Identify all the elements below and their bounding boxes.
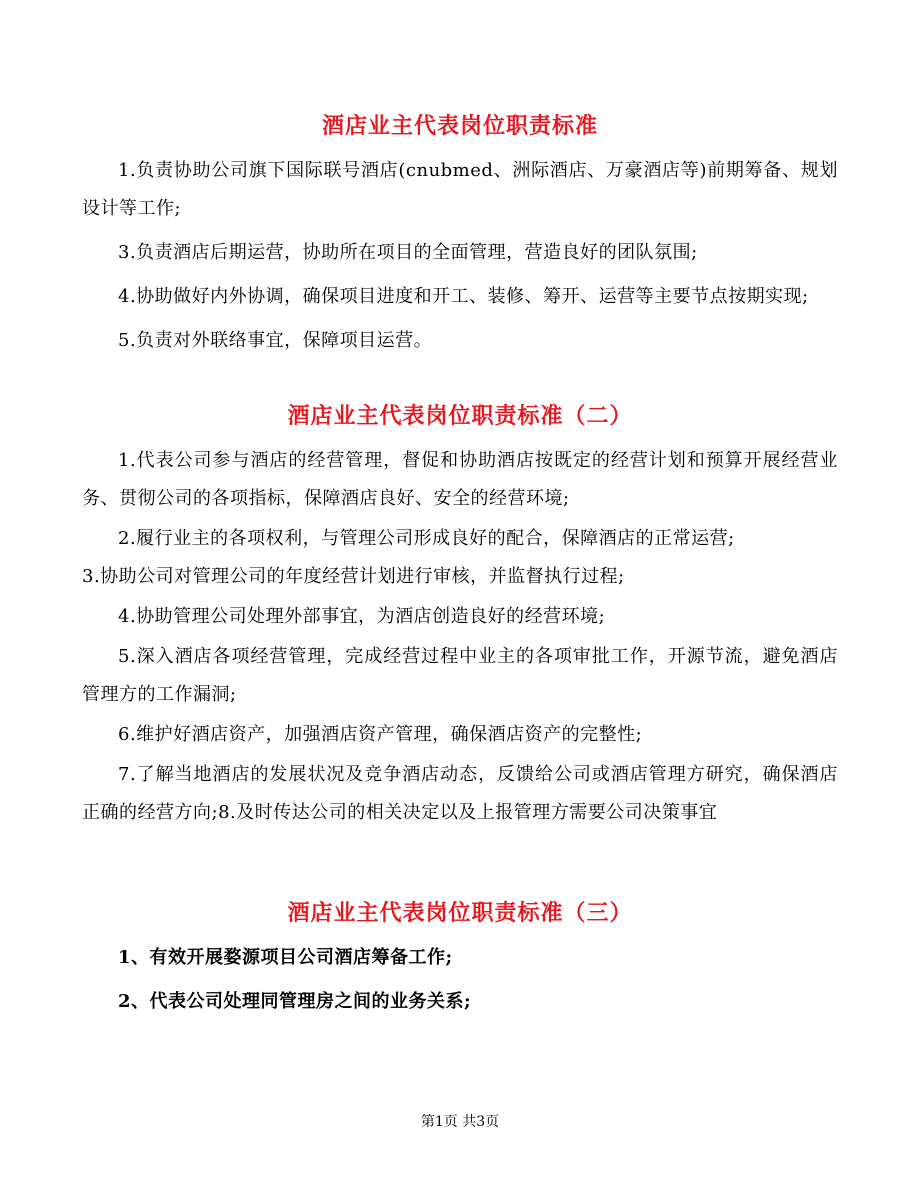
paragraph: 4.协助管理公司处理外部事宜，为酒店创造良好的经营环境; (118, 606, 606, 627)
section-3 (0, 893, 920, 1021)
paragraph: 3.协助公司对管理公司的年度经营计划进行审核，并监督执行过程; (82, 566, 625, 587)
section-1 (0, 106, 920, 360)
paragraph: 5.负责对外联络事宜，保障项目运营。 (118, 330, 433, 351)
paragraph: 5.深入酒店各项经营管理，完成经营过程中业主的各项审批工作，开源节流，避免酒店管理方的工作漏洞; (82, 646, 838, 705)
paragraph: 4.协助做好内外协调，确保项目进度和开工、装修、筹开、运营等主要节点按期实现; (118, 286, 809, 307)
section-title: 酒店业主代表岗位职责标准（二） (287, 403, 633, 429)
paragraph: 2.履行业主的各项权利，与管理公司形成良好的配合，保障酒店的正常运营; (118, 528, 735, 549)
paragraph: 7.了解当地酒店的发展状况及竞争酒店动态，反馈给公司或酒店管理方研究，确保酒店正确的经营方向;8.及时传达公司的相关决定以及上报管理方需要公司决策事宜 (82, 764, 838, 823)
page-number: 第1页 共3页 (420, 1114, 500, 1130)
section-title: 酒店业主代表岗位职责标准（三） (287, 900, 633, 926)
paragraph: 6.维护好酒店资产，加强酒店资产管理，确保酒店资产的完整性; (118, 724, 643, 745)
paragraph: 1.负责协助公司旗下国际联号酒店(cnubmed、洲际酒店、万豪酒店等)前期筹备、规划设计等工作; (82, 160, 838, 219)
paragraph: 1.代表公司参与酒店的经营管理，督促和协助酒店按既定的经营计划和预算开展经营业务、贯彻公司的各项指标，保障酒店良好、安全的经营环境; (82, 450, 838, 509)
paragraph: 2、代表公司处理同管理房之间的业务关系; (118, 991, 472, 1012)
paragraph: 3.负责酒店后期运营，协助所在项目的全面管理，营造良好的团队氛围; (118, 242, 698, 263)
section-2 (0, 396, 920, 832)
paragraph: 1、有效开展婺源项目公司酒店筹备工作; (118, 947, 453, 968)
section-title: 酒店业主代表岗位职责标准 (321, 113, 598, 139)
